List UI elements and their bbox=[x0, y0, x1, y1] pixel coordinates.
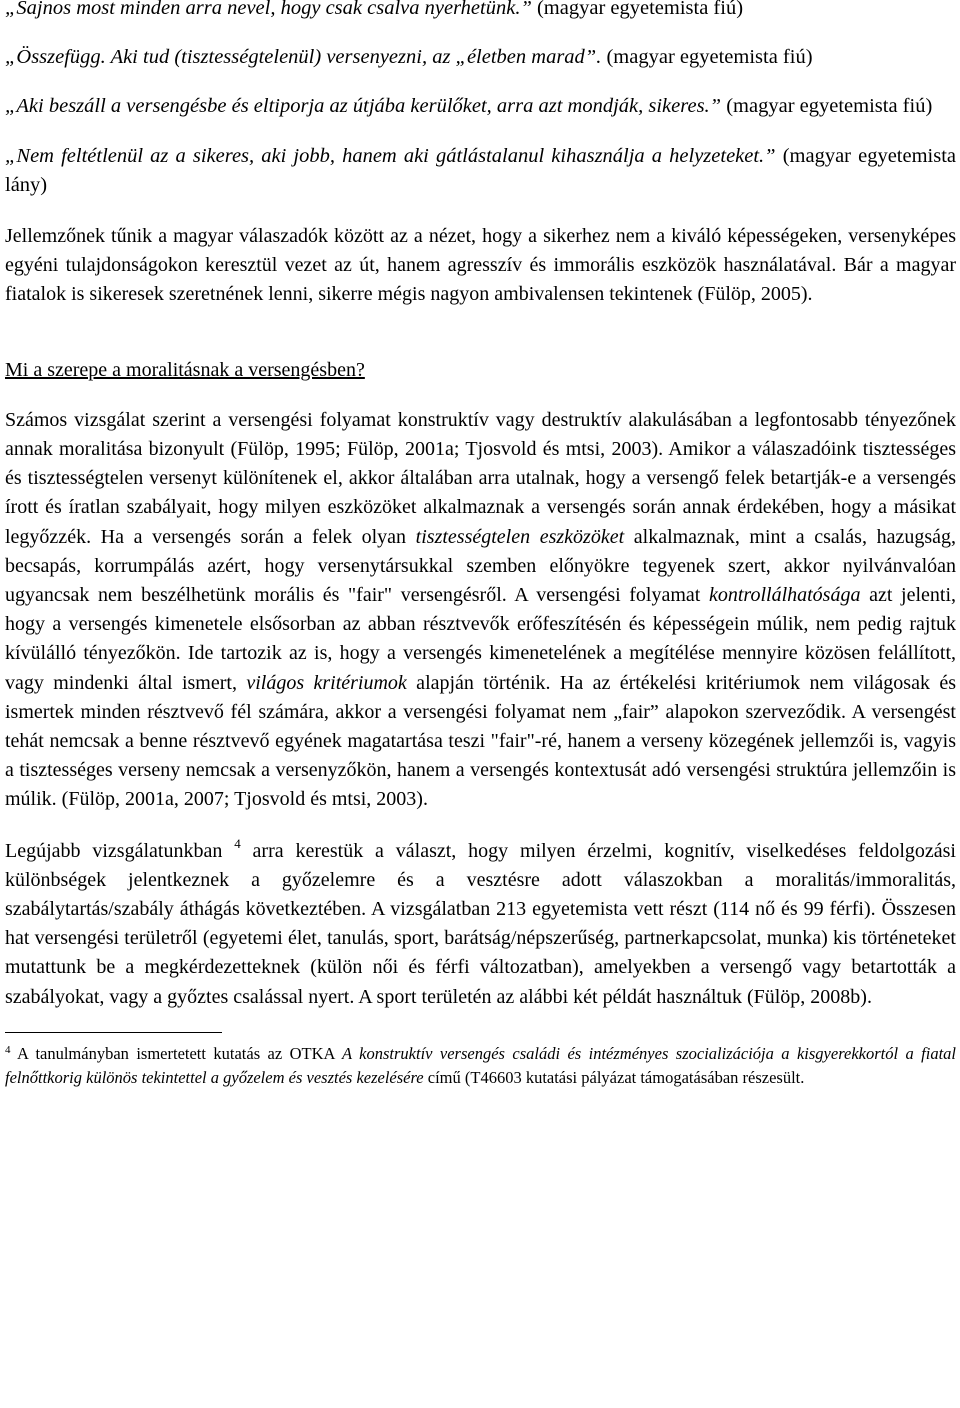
quote-3 bbox=[5, 92, 956, 121]
quote-attribution: (magyar egyetemista fiú) bbox=[601, 46, 813, 69]
text-run: című (T46603 kutatási pályázat támogatásában részesült. bbox=[423, 1067, 805, 1087]
text-run: arra kerestük a választ, hogy milyen érzelmi, kognitív, viselkedéses feldolgozási különbségek jelentkeznek a győzelemre és a vesztésre adott válaszokban a moralitás/immoralitás, szabálytartás/szabály áthágás következtében. A vizsgálatban 213 egyetemista vett részt (114 nő és 99 férfi). Összesen hat versengési területről (egyetemi élet, tanulás, sport, barátság/népszerűség, partnerkapcsolat, munka) kis történeteket mutattunk be a megkérdezetteknek (külön női és férfi változatban), amelyekben a versengő vagy betartották a szabályokat, vagy a győztes csalással nyert. A sport területén az alábbi két példát használtuk (Fülöp, 2008b). bbox=[5, 839, 956, 1008]
text-run: alkalmaznak, mint a csalás, hazugság, becsapás, korrumpálás azért, hogy versenytársukkal szemben előnyökre tegyenek szert, akkor nyilvánvalóan ugyancsak nem beszélhetünk morális és "fair" versengésről. A versengési folyamat bbox=[5, 525, 956, 607]
text-run: Legújabb vizsgálatunkban bbox=[5, 839, 235, 862]
quote-1 bbox=[5, 0, 956, 23]
text-run: Számos vizsgálat szerint a versengési folyamat konstruktív vagy destruktív alakulásában a legfontosabb tényezőnek annak moralitása bizonyult (Fülöp, 1995; Fülöp, 2001a; Tjosvold és mtsi, 2003). Amikor a válaszadóink tisztességes és tisztességtelen versenyt különítenek el, akkor általában arra utalnak, hogy a versengő felek betartják-e a versengés írott és íratlan szabályait, hogy milyen eszközöket alkalmaznak a versengés során annak érdekében, hogy a másikat legyőzzék. Ha a versengés során a felek olyan bbox=[5, 408, 956, 548]
quote-attribution: (magyar egyetemista fiú) bbox=[721, 95, 933, 118]
quote-text: „Sajnos most minden arra nevel, hogy csak csalva nyerhetünk.” bbox=[5, 0, 532, 19]
section-heading: Mi a szerepe a moralitásnak a versengésben? bbox=[5, 358, 365, 381]
quote-2 bbox=[5, 43, 956, 72]
emphasis-text: világos kritériumok bbox=[246, 671, 407, 694]
emphasis-text: tisztességtelen eszközöket bbox=[415, 525, 625, 548]
body-paragraph-3 bbox=[5, 837, 956, 1012]
footnote-marker: 4 bbox=[5, 1043, 11, 1056]
footnote-reference[interactable]: 4 bbox=[234, 835, 241, 851]
quote-text: „Aki beszáll a versengésbe és eltiporja az útjába kerülőket, arra azt mondják, sikeres.” bbox=[5, 95, 722, 118]
document-page bbox=[5, 0, 956, 1090]
footnote-separator bbox=[5, 1032, 222, 1033]
text-run: azt jelenti, hogy a versengés kimenetele elsősorban az abban résztvevők erőfeszítésén és képességein múlik, nem pedig rajtuk kívülálló tényezőkön. Ide tartozik az is, hogy a versengés kimenetelének a megítélése mennyire közösen felállított, vagy mindenki által ismert, bbox=[5, 584, 956, 694]
quote-4 bbox=[5, 142, 956, 200]
body-paragraph-1: Jellemzőnek tűnik a magyar válaszadók között az a nézet, hogy a sikerhez nem a kiváló képességeken, versenyképes egyéni tulajdonságokon keresztül vezet az út, hanem agresszív és immorális eszközök használatával. Bár a magyar fiatalok is sikeresek szeretnének lenni, sikerre mégis nagyon ambivalensen tekintenek (Fülöp, 2005). bbox=[5, 225, 956, 306]
text-run: A tanulmányban ismertetett kutatás az OTKA bbox=[10, 1043, 342, 1063]
footnote bbox=[5, 1042, 956, 1090]
quote-text: „Nem feltétlenül az a sikeres, aki jobb, hanem aki gátlástalanul kihasználja a helyzeteket.” bbox=[5, 144, 776, 167]
quote-attribution: (magyar egyetemista lány) bbox=[5, 144, 957, 196]
emphasis-text: kontrollálhatósága bbox=[708, 584, 861, 607]
quote-text: „Összefügg. Aki tud (tisztességtelenül) versenyezni, az „életben marad”. bbox=[5, 46, 602, 69]
text-run: alapján történik. Ha az értékelési kritériumok nem világosak és ismertek minden résztvevő fél számára, akkor a versengési folyamat nem „fair” alapokon szerveződik. A versengést tehát nemcsak a benne résztvevő egyének magatartása teszi "fair"-ré, hanem a verseny közegének jellemzői is, vagyis a tisztességes verseny nemcsak a versenyzőkön, hanem a versengés kontextusát adó versengési struktúra jellemzőin is múlik. (Fülöp, 2001a, 2007; Tjosvold és mtsi, 2003). bbox=[5, 671, 956, 811]
emphasis-text: A konstruktív versengés családi és intézményes szocializációja a kisgyerekkortól a fiatal felnőttkorig különös tekintettel a győzelem és vesztés kezelésére bbox=[5, 1043, 956, 1087]
body-paragraph-2 bbox=[5, 406, 956, 815]
quote-attribution: (magyar egyetemista fiú) bbox=[531, 0, 744, 19]
